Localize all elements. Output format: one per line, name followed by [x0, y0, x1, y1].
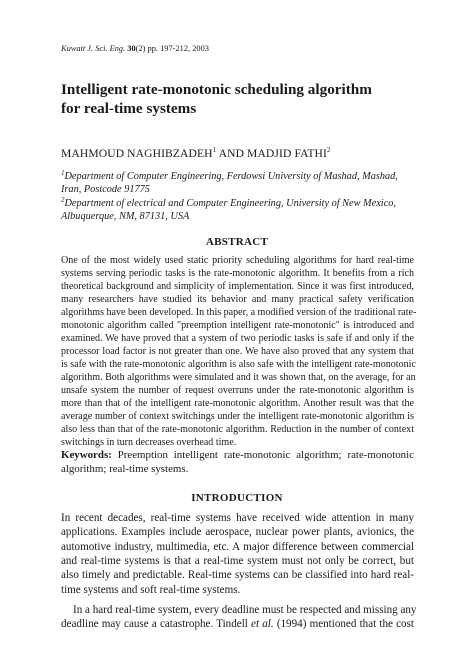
- intro-citation-etal: et al.: [251, 618, 274, 631]
- intro-line: In a hard real-time system, every deadline must be respected and missing any: [73, 604, 417, 617]
- abstract-line: algorithm. Both algorithms were simulated and it was shown that, on the average, for an: [61, 372, 416, 384]
- abstract-line: many researchers have studied its behavior and many practical safety verification: [61, 294, 414, 306]
- abstract-line: monotonic algorithm called "preemption intelligent rate-monotonic" is introduced and: [61, 320, 414, 332]
- affiliation-1: [61, 167, 414, 196]
- intro-text: deadline may cause a catastrophe. Tindell: [61, 618, 252, 631]
- intro-text: (1994) mentioned that the cost: [273, 618, 414, 631]
- affiliation-1-line-1: Department of Computer Engineering, Ferdowsi University of Mashad, Mashad,: [64, 171, 398, 182]
- author-2-sup: 2: [326, 146, 331, 154]
- abstract-line: more than that of the intelligent rate-monotonic algorithm. Another result was that the: [61, 398, 414, 410]
- title-line-1: Intelligent rate-monotonic scheduling algorithm: [61, 81, 372, 98]
- journal-name: Kuwait J. Sci. Eng.: [61, 44, 126, 53]
- keywords-label: Keywords:: [61, 449, 112, 461]
- intro-line: applications. Examples include aerospace, nuclear power plants, avionics, the: [61, 526, 414, 539]
- abstract-line: is safe with the rate-monotonic algorithm is also safe with the intelligent rate-monotonic: [61, 359, 416, 371]
- introduction-heading: INTRODUCTION: [191, 492, 283, 504]
- abstract-line: systems serving periodic tasks is the rate-monotonic algorithm. It benefits from a rich: [61, 268, 414, 280]
- affiliation-2-line-1: Department of electrical and Computer Engineering, University of New Mexico,: [64, 198, 396, 209]
- author-2: MADJID FATHI: [247, 147, 327, 160]
- journal-citation: [61, 44, 209, 53]
- title-line-2: for real-time systems: [61, 100, 197, 117]
- affiliation-1-line-2: Iran, Postcode 91775: [61, 184, 150, 195]
- journal-volume: 30: [127, 44, 136, 53]
- intro-line: automotive industry, multimedia, etc. A major difference between commercial: [61, 540, 414, 553]
- abstract-line: theoretical background and simplicity of implementation. Since it was first introduced,: [61, 281, 414, 293]
- intro-line: time systems and soft real-time systems.: [61, 583, 241, 596]
- author-1: MAHMOUD NAGHIBZADEH: [61, 147, 213, 160]
- author-1-sup: 1: [212, 146, 217, 154]
- journal-issue-pages: (2) pp. 197-212, 2003: [135, 44, 209, 53]
- abstract-heading: ABSTRACT: [205, 236, 269, 248]
- paper-title: [61, 80, 421, 118]
- affiliation-2: [61, 194, 414, 223]
- author-list: [61, 146, 331, 160]
- intro-line: and real-time systems is that a real-time system must not only be correct, but: [61, 555, 414, 568]
- abstract-line: One of the most widely used static priority scheduling algorithms for hard real-time: [61, 255, 414, 266]
- keywords-line-2: algorithm; real-time systems.: [61, 462, 189, 475]
- affiliation-2-line-2: Albuquerque, NM, 87131, USA: [61, 211, 190, 222]
- abstract-line: average number of context switchings under the intelligent rate-monotonic algorithm is: [61, 411, 414, 423]
- keywords-line-1: Preemption intelligent rate-monotonic algorithm; rate-monotonic: [111, 449, 414, 461]
- abstract-line: algorithms have been developed. In this paper, a modified version of the traditional rate-: [61, 307, 417, 319]
- affiliation-1-sup: 1: [61, 169, 65, 177]
- intro-line: In recent decades, real-time systems have received wide attention in many: [61, 512, 414, 524]
- abstract-body: [61, 254, 417, 449]
- abstract-line: examined. We have proved that a system of two periodic tasks is safe if and only if the: [61, 333, 414, 345]
- author-conjunction: AND: [216, 147, 248, 160]
- affiliation-2-sup: 2: [61, 196, 65, 204]
- abstract-line: unsafe system the number of request overruns under the rate-monotonic algorithm is: [61, 385, 414, 397]
- abstract-line: switchings in turn decreases overhead time.: [61, 437, 237, 449]
- keywords: [61, 449, 414, 476]
- intro-line-citation: [61, 617, 414, 631]
- intro-line: also timely and predictable. Real-time systems can be classified into hard real-: [61, 569, 414, 582]
- abstract-line: also less than that of the rate-monotonic algorithm. Reduction in the number of context: [61, 424, 414, 436]
- introduction-body: [61, 511, 417, 632]
- abstract-line: processor load factor is not greater than one. We have also proved that any system that: [61, 346, 414, 358]
